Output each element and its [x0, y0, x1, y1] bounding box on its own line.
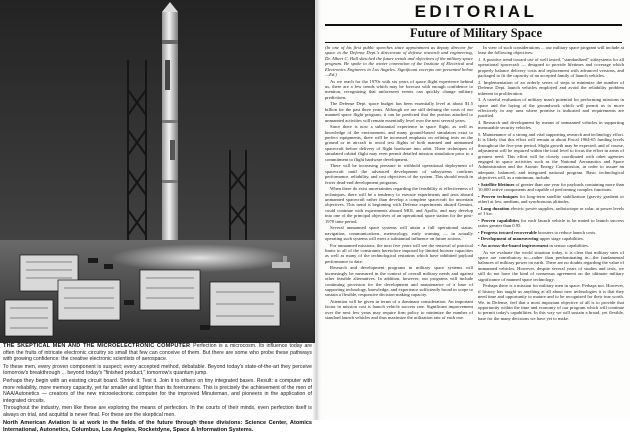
- bullet-item: • Progress toward recoverable boosters to reduce launch costs.: [478, 229, 597, 235]
- heading-rule-thin: [325, 42, 622, 43]
- ad-signoff: North American Aviation is at work in the fields of the future through these divisions: Science Center, Atomics International, Autonetics, Columbus, Los Angeles, Rocketdyne, Space & Information Systems.: [3, 419, 312, 433]
- article-paragraph: Several unmanned space systems will attain a full operational status: navigation, communications, meteorology, early warning — in actually operating such systems will exert a substantial influence on future actions.: [325, 225, 473, 241]
- bullet-lead: Proven capabilities: [481, 217, 520, 223]
- bullet-lead: Development of maneuvering: [480, 236, 539, 242]
- ad-paragraph-2: To these men, every proven component is suspect; every accepted method, debatable. Beyond today's state-of-the-art they perceive tomorrow's breakthrough ... beyond today's "finished product," tomorrow's quantum jump.: [3, 363, 312, 377]
- bullet-lead: Progress toward recoverable: [480, 229, 537, 235]
- editorial-page: [322, 0, 630, 420]
- bullet-lead: Satellite lifetimes: [480, 181, 515, 187]
- article-paragraph: Since there is now a substantial experience in space flight, as well as knowledge of the environment, and many ground-based simulators exist to perfect equipments, there will be increased emphasis on refining tests on the ground or in aircraft to avoid test flights of both manned and unmanned spacecraft before delivery of flight hardware into orbit. These techniques of simulated orbital flight may even permit detailed mission simulation prior to a commitment to flight hardware development.: [325, 124, 473, 162]
- article-title: Future of Military Space: [409, 26, 543, 40]
- advertisement-page: [0, 0, 315, 433]
- bullet-item: • Development of maneuvering upper stage capabilities.: [478, 236, 584, 242]
- objective-item: 3. A careful evaluation of military man's potential for performing missions in space and the laying of the groundwork which will permit us to move effectively in any area where promise is indicated and requirements are justified.: [478, 97, 624, 119]
- bullet-item: • Proven capabilities for each launch vehicle to be mated to launch success ratios greater than 0.95.: [478, 217, 624, 229]
- article-paragraph: When there do exist uncertainties regarding the feasibility or effectiveness of techniques, there will be a tendency to execute experiments and tests aboard unmanned spacecraft rather than develop a complete spacecraft for uncertain objectives. This trend is beginning with Defense experiments aboard Gemini, could continue with experiments aboard MOL and Apollo, and may develop into one of the principal objectives of an operational space station for the post-1970 time period.: [325, 186, 473, 224]
- bullet-item: • Proven techniques for long-term satellite stabilization (gravity gradient or other) at low, medium, and synchronous altitudes.: [478, 193, 624, 205]
- article-paragraph: In view of such considerations ... our military space program will include at least the following objectives:: [478, 45, 624, 56]
- advertisement-copy: [3, 343, 312, 433]
- article-paragraph: Perhaps there is a mission for military men in space; Perhaps not. However, if history has taught us anything at all about new technologies it is that they need time and opportunity to mature and to be recognized for their true worth. We, in Defense, feel that a most important objective of all is to provide that opportunity within the time and economy of our program which will continue to permit today's capabilities. In this way we will sustain a broad, yet flexible, base for the many decisions we have yet to make.: [478, 283, 624, 321]
- article-paragraph: Attention will be given in terms of a dominant consideration. An important factor in mission cost is launch vehicle success rate. Significant improvement over the next few years may require firm policy to minimize the number of standard launch vehicles and thus maximize the utilization rate of each one.: [325, 298, 473, 321]
- bullet-item: • Long duration electric power supplies, radioisotope or solar, at power levels of 1 kw.: [478, 205, 624, 217]
- article-paragraph: The Defense Dept. space budget has been essentially level at about $1.5 billion for the past three years. Although we are still defining the costs of our manned space flight program, it can be predicted that the portion attached to unmanned activities will remain essentially level over the next several years.: [325, 101, 473, 123]
- article-column-left: [325, 45, 473, 415]
- bullet-item: • Satellite lifetimes of greater than one year for payloads containing more than 10,000 active components and capable of performing complex functions.: [478, 181, 624, 193]
- ad-paragraph-3: Perhaps they begin with an existing circuit board. Shrink it. Test it. Join it to others on tiny integrated bases. Result: a computer with more reliability, more memory capacity, yet far smaller and lighter than its forerunners. This is precisely the achievement of the men of NAA/Autonetics — creators of the new microelectronic computer for the improved Minuteman, and pioneers in the application of integrated circuits.: [3, 378, 312, 404]
- bullet-lead: Long duration: [480, 205, 510, 211]
- objective-item: 1. A positive trend toward use of well tested, "standardized" subsystems for all operational spacecraft — designed to provide lifetimes and coverage which properly balance delivery costs and replacement with advanced versions, and packaged to fit the capacity of an accepted family of launch vehicles.: [478, 57, 624, 79]
- article-paragraph: For unmanned missions, the next five years will see the removal of practical limits to all of the constraints heretofore imposed by limited booster capacities as well as many of the technological restraints which have inhibited payload performance to date.: [325, 242, 473, 264]
- page-gutter: [312, 0, 322, 420]
- editor-note: (In one of his first public speeches since appointment as deputy director for space in the Defense Dept.'s directorate of defense research and engineering, Dr. Albert C. Hall sketched the future trends and objectives of the military space program. He spoke to the winter convention of the Institute of Electrical and Electronics Engineers in Los Angeles. Significant excerpts are presented below—Ed.): [325, 45, 473, 78]
- microcircuit-photo: [0, 0, 315, 343]
- article-paragraph: There will be increasing pressure to withhold operational deployment of spacecraft until the advanced development of subsystems confirms performance, reliability, and cost objectives of the system. This should result in fewer dead-end development programs.: [325, 163, 473, 185]
- objective-item: 2. Implementation of an orderly series of steps to minimize the number of Defense Dept. launch vehicles employed and avoid the reliability problem inherent in proliferation.: [478, 79, 624, 96]
- objective-item: 4. Research and development by means of unmanned vehicles in supporting measurable security vehicles.: [478, 120, 624, 131]
- ad-paragraph-1: THE SKEPTICAL MEN AND THE MICROELECTRONIC COMPUTER Perfection is a microcosm. Its influence today are often the fruits of intricate electronic circuitry so small that few can conceive of them. But there are some who probe these pathways with growing confidence: the creative electronic scientists of aerospace.: [3, 343, 312, 362]
- objective-item: 5. Maintenance of a strong and vital supporting research and technology effort. It is likely that this effort will remain at about Fiscal 1964-65 funding levels throughout the five-year period. Slight growth may be expected, and of course, adjustment will be required within the total level to focus the effort in areas of greatest need. This effort will be closely coordinated with other agencies engaged in space activities such as the National Aeronautics and Space Administration and the Atomic Energy Commission, in order to assure an adequate, balanced, and integrated national program. Basic technological objectives will, as a minimum, include:: [478, 132, 624, 181]
- section-kicker: EDITORIAL: [414, 2, 538, 21]
- ad-headline: THE SKEPTICAL MEN AND THE MICROELECTRONIC COMPUTER: [3, 343, 191, 349]
- bullet-lead: Proven techniques: [481, 193, 519, 199]
- ad-paragraph-4: Throughout the industry, men like these are exploring the means of perfection. In the courts of their minds, even perfection itself is always on trial, and acquittal is never final. For these are the skeptical men.: [3, 405, 312, 418]
- article-paragraph: As we evaluate the world situation today, it is clear that military uses of space are contributory to—rather than predominating in—the fundamental balances of military power on earth. There are no doubts regarding the value of unmanned vehicles. However, despite several years of studies and tests, we still do not have the kind of consensus agreement on the ultimate military significance of manned space technology.: [478, 249, 624, 282]
- bullet-lead: An across-the-board improvement: [480, 243, 549, 249]
- article-column-right: [478, 45, 624, 415]
- article-paragraph: As we reach for the 1970s with six years of space flight experience behind us, there are a few trends which may be forecast with enough confidence to mention, recognizing that unforeseen events can quickly change military predictions.: [325, 78, 473, 100]
- bullet-item: • An across-the-board improvement in sensor capabilities.: [478, 243, 590, 249]
- article-paragraph: Research and development programs in military space systems will increasingly be measured in the context of overall military needs and against other feasible alternatives. In addition, however, our programs will include continuing provision for the development and maintenance of a base of supporting technology, knowledge, and experience sufficiently broad in scope to sustain a flexible, responsive decision-making capacity.: [325, 265, 473, 298]
